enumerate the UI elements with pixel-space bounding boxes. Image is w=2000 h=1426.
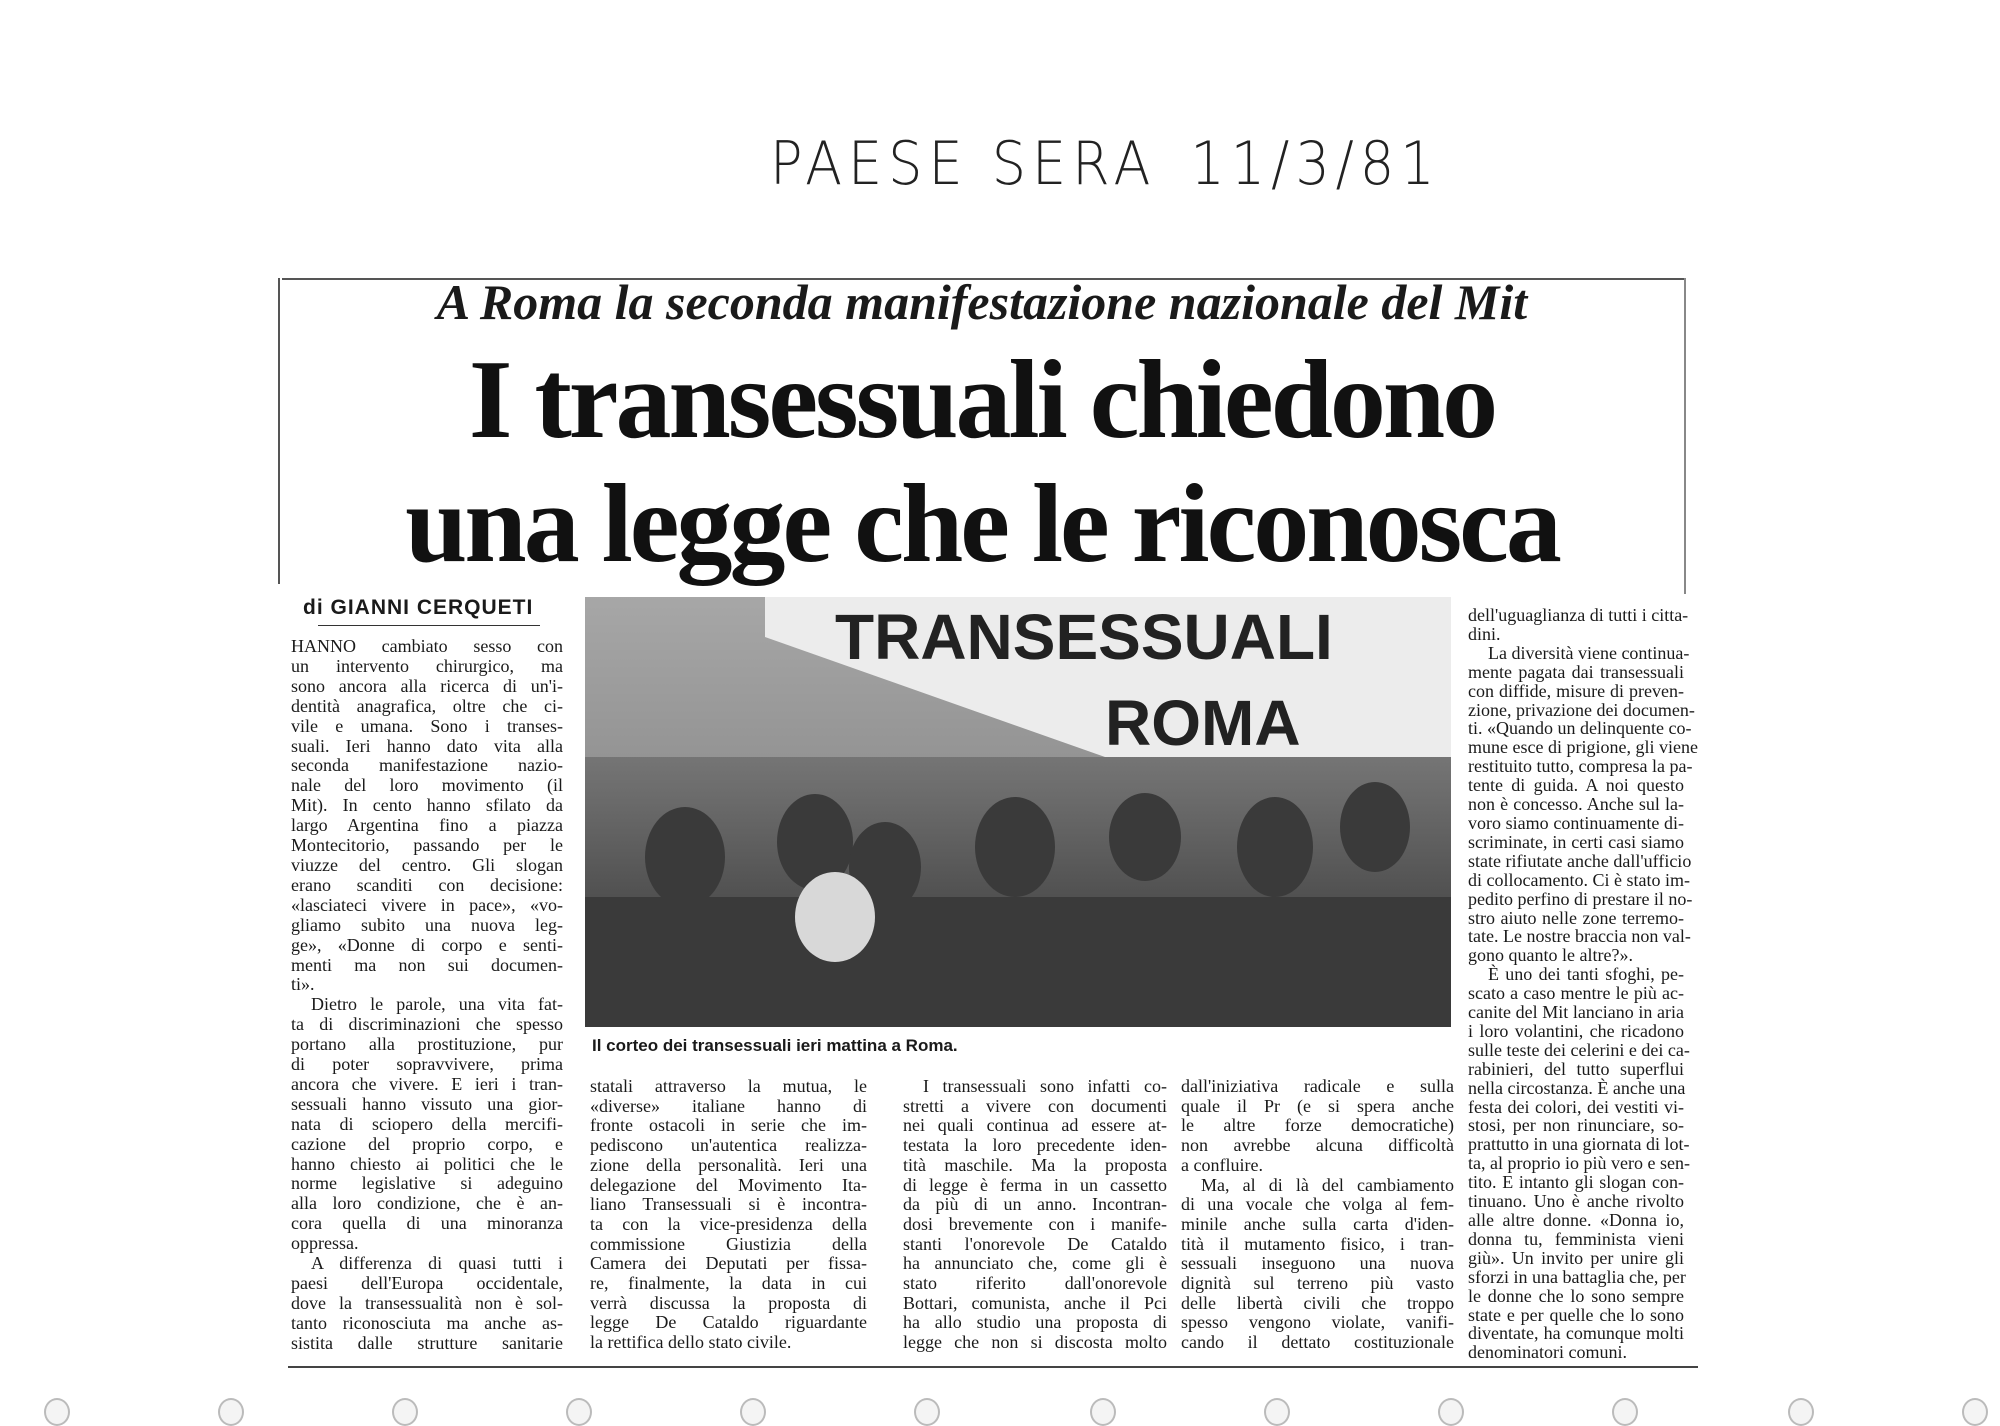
text-line: festa dei colori, dei vestiti vi- — [1468, 1096, 1684, 1117]
text-line: alle altre donne. «Donna io, — [1468, 1210, 1684, 1230]
text-line: Montecitorio, passando per le — [291, 835, 563, 856]
text-line: state rifiutate anche dall'ufficio — [1468, 850, 1692, 871]
text-line: È uno dei tanti sfoghi, pe- — [1488, 964, 1684, 985]
text-line: sforzi in una battaglia che, per — [1468, 1266, 1686, 1287]
text-line: legge De Cataldo riguardante — [590, 1312, 867, 1333]
text-line: portano alla prostituzione, pur — [291, 1034, 563, 1055]
text-line: testata la loro precedente iden- — [903, 1135, 1167, 1156]
text-line: tanto riconosciuta ma anche as- — [291, 1312, 563, 1333]
banner-text-transessuali: TRANSESSUALI — [835, 601, 1333, 673]
text-line: le donne che lo sono sempre — [1468, 1285, 1684, 1306]
text-line: nata di sciopero della mercifi- — [291, 1113, 563, 1134]
text-line: «lasciateci vivere in pace», «vo- — [291, 894, 563, 915]
text-line: nei quali continua ad essere at- — [903, 1115, 1167, 1136]
text-line: di una vocale che volga al fem- — [1181, 1194, 1454, 1215]
text-line: denominatori comuni. — [1468, 1342, 1627, 1363]
text-line: sono ancora alla ricerca di un'i- — [291, 675, 563, 696]
text-line: rabinieri, del tutto superflui — [1468, 1058, 1684, 1079]
text-line: Dietro le parole, una vita fat- — [311, 994, 563, 1015]
text-line: ha annunciato che, come gli è — [903, 1253, 1167, 1274]
text-line: A differenza di quasi tutti i — [311, 1253, 563, 1274]
text-line: I transessuali sono infatti co- — [923, 1076, 1167, 1096]
text-line: dall'iniziativa radicale e sulla — [1181, 1076, 1454, 1096]
text-line: stosi, per non rinunciare, so- — [1468, 1115, 1684, 1136]
text-line: stanti l'onorevole De Cataldo — [903, 1233, 1167, 1254]
photo-caption: Il corteo dei transessuali ieri mattina a Roma. — [592, 1036, 958, 1055]
text-line: di poter sopravvivere, prima — [291, 1054, 563, 1075]
text-line: non è concesso. Anche sul la- — [1468, 794, 1684, 815]
text-line: dell'uguaglianza di tutti i citta- — [1468, 605, 1689, 625]
article-kicker: A Roma la seconda manifestazione nazionale del Mit — [436, 274, 1528, 330]
text-line: liano Transessuali si è incontra- — [590, 1194, 867, 1215]
text-line: cora quella di una minoranza — [291, 1213, 563, 1234]
text-line: ancora che vivere. E ieri i tran- — [291, 1073, 563, 1094]
text-line: prattutto in una giornata di lot- — [1468, 1134, 1690, 1155]
text-line: viuzze del centro. Gli slogan — [291, 854, 563, 875]
text-line: gono quanto le altre?». — [1468, 945, 1633, 966]
text-line: scato a caso mentre le più ac- — [1468, 983, 1684, 1004]
text-line: non avrebbe alcuna difficoltà — [1181, 1135, 1454, 1156]
text-line: norme legislative si adeguino — [291, 1173, 563, 1194]
text-line: da più di un anno. Incontran- — [903, 1194, 1167, 1215]
text-line: seconda manifestazione nazio- — [291, 755, 563, 776]
text-line: mune esce di prigione, gli viene — [1468, 737, 1698, 758]
text-line: tito. E intanto gli slogan con- — [1468, 1172, 1684, 1193]
binder-hole — [1788, 1398, 1814, 1426]
text-line: pediscono un'autentica realizza- — [590, 1135, 867, 1156]
article-column-1 — [291, 637, 563, 1354]
text-line: largo Argentina fino a piazza — [291, 815, 563, 836]
text-line: le altre forze democratiche) — [1181, 1115, 1454, 1136]
text-line: stato riferito dall'onorevole — [903, 1273, 1167, 1294]
text-line: dignità sul terreno più vasto — [1181, 1273, 1454, 1294]
text-line: tità il mutamento fisico, i tran- — [1181, 1233, 1454, 1254]
headline-line-1: I transessuali chiedono — [468, 338, 1496, 462]
text-line: delle libertà civili che troppo — [1181, 1292, 1454, 1313]
text-line: spesso vengono violate, vanifi- — [1181, 1312, 1454, 1333]
text-line: stro aiuto nelle zone terremo- — [1468, 907, 1684, 928]
headline-line-2: una legge che le riconosca — [405, 462, 1559, 586]
text-line: di legge è ferma in un cassetto — [903, 1174, 1167, 1195]
text-line: vile e umana. Sono i transes- — [291, 715, 563, 736]
text-line: erano scanditi con decisione: — [291, 874, 563, 895]
text-line: dentità anagrafica, oltre che ci- — [291, 695, 563, 716]
text-line: alla loro condizione, che è an- — [291, 1193, 563, 1214]
text-line: nella circostanza. È anche una — [1468, 1077, 1686, 1098]
binder-hole — [392, 1398, 418, 1426]
text-line: minile anche sulla carta d'iden- — [1181, 1213, 1454, 1234]
text-line: sistita dalle strutture sanitarie — [291, 1332, 563, 1353]
binder-hole — [218, 1398, 244, 1426]
text-line: Bottari, comunista, anche il Pci — [903, 1292, 1167, 1313]
protest-photo — [585, 597, 1451, 1027]
text-line: ta, al proprio io più vero e sen- — [1468, 1153, 1690, 1174]
text-line: cazione del proprio corpo, e — [291, 1133, 563, 1154]
text-line: di collocamento. Ci è stato im- — [1468, 869, 1690, 890]
handwritten-paper-name: PAESE SERA — [770, 128, 1157, 199]
text-line: legge che non si discosta molto — [903, 1332, 1167, 1353]
text-line: fronte ostacoli in serie che im- — [590, 1115, 867, 1136]
text-line: Ma, al di là del cambiamento — [1201, 1174, 1454, 1195]
text-line: scriminate, in certi casi siamo — [1468, 831, 1684, 852]
binder-hole — [740, 1398, 766, 1426]
text-line: HANNO cambiato sesso con — [291, 636, 563, 656]
text-line: diventate, ha comunque molti — [1468, 1323, 1684, 1344]
text-line: dini. — [1468, 623, 1501, 644]
text-line: suali. Ieri hanno dato vita alla — [291, 735, 563, 756]
text-line: delegazione del Movimento Ita- — [590, 1174, 867, 1195]
text-line: un intervento chirurgico, ma — [291, 655, 563, 676]
text-line: menti ma non sui documen- — [291, 954, 563, 975]
text-line: con diffide, misure di preven- — [1468, 680, 1684, 701]
binder-hole — [1264, 1398, 1290, 1426]
article-column-5 — [1468, 605, 1698, 1363]
handwritten-date: 11/3/81 — [1190, 128, 1441, 199]
text-line: gliamo subito una nuova leg- — [291, 914, 563, 935]
byline: di GIANNI CERQUETI — [303, 596, 534, 619]
binder-hole — [914, 1398, 940, 1426]
text-line: ge», «Donne di corpo e senti- — [291, 934, 563, 955]
text-line: hanno chiesto ai politici che le — [291, 1153, 563, 1174]
binder-hole — [1962, 1398, 1988, 1426]
article-column-3 — [903, 1077, 1167, 1353]
text-line: re, finalmente, la data in cui — [590, 1273, 867, 1294]
text-line: oppressa. — [291, 1233, 359, 1254]
text-line: La diversità viene continua- — [1488, 642, 1690, 663]
text-line: statali attraverso la mutua, le — [590, 1076, 867, 1096]
text-line: a confluire. — [1181, 1154, 1263, 1175]
text-line: commissione Giustizia della — [590, 1233, 867, 1254]
text-line: tità maschile. Ma la proposta — [903, 1154, 1167, 1175]
text-line: ti». — [291, 974, 315, 995]
text-line: mente pagata dai transessuali — [1468, 661, 1684, 682]
text-line: voro siamo continuamente di- — [1468, 812, 1684, 833]
text-line: zione, privazione dei documen- — [1468, 699, 1695, 720]
text-line: donna tu, femminista vieni — [1468, 1228, 1684, 1249]
binder-hole — [1438, 1398, 1464, 1426]
clipping-frame-right — [1684, 278, 1686, 594]
text-line: restituito tutto, compresa la pa- — [1468, 756, 1693, 777]
text-line: Mit). In cento hanno sfilato da — [291, 795, 563, 816]
bottom-rule — [288, 1366, 1698, 1368]
handwritten-source-note — [770, 129, 1475, 198]
text-line: ta di discriminazioni che spesso — [291, 1014, 563, 1035]
text-line: pedito perfino di prestare il no- — [1468, 888, 1693, 909]
text-line: dove la transessualità non è sol- — [291, 1292, 563, 1313]
banner-text-roma: ROMA — [1105, 687, 1301, 759]
text-line: tate. Le nostre braccia non val- — [1468, 926, 1691, 947]
text-line: cando il dettato costituzionale — [1181, 1332, 1454, 1353]
binder-hole — [566, 1398, 592, 1426]
text-line: tinuano. Uno è anche rivolto — [1468, 1191, 1684, 1212]
text-line: quale il Pr (e si spera anche — [1181, 1095, 1454, 1116]
article-column-4 — [1181, 1077, 1454, 1353]
text-line: la rettifica dello stato civile. — [590, 1332, 792, 1353]
text-line: ta con la vice-presidenza della — [590, 1213, 867, 1234]
binder-hole — [1612, 1398, 1638, 1426]
megaphone — [795, 872, 875, 962]
text-line: sessuali hanno vissuto una gior- — [291, 1093, 563, 1114]
article-column-2 — [590, 1077, 867, 1353]
text-line: sulle teste dei celerini e dei ca- — [1468, 1039, 1690, 1060]
text-line: sessuali inseguono una nuova — [1181, 1253, 1454, 1274]
text-line: nale del loro movimento (il — [291, 775, 563, 796]
binder-hole — [1090, 1398, 1116, 1426]
text-line: i loro volantini, che ricadono — [1468, 1020, 1684, 1041]
text-line: giù». Un invito per unire gli — [1468, 1247, 1684, 1268]
text-line: stretti a vivere con documenti — [903, 1095, 1167, 1116]
text-line: paesi dell'Europa occidentale, — [291, 1273, 563, 1293]
text-line: ha allo studio una proposta di — [903, 1312, 1167, 1333]
text-line: zione della personalità. Ieri una — [590, 1154, 867, 1175]
text-line: verrà discussa la proposta di — [590, 1292, 867, 1313]
text-line: tente di guida. A noi questo — [1468, 775, 1684, 796]
text-line: «diverse» italiane hanno di — [590, 1095, 867, 1116]
text-line: dosi brevemente con i manife- — [903, 1213, 1167, 1234]
text-line: state e per quelle che lo sono — [1468, 1304, 1684, 1325]
text-line: Camera dei Deputati per fissa- — [590, 1253, 867, 1274]
byline-rule — [318, 625, 540, 626]
text-line: canite del Mit lanciano in aria — [1468, 1002, 1684, 1023]
text-line: ti. «Quando un delinquente co- — [1468, 718, 1692, 739]
binder-hole — [44, 1398, 70, 1426]
